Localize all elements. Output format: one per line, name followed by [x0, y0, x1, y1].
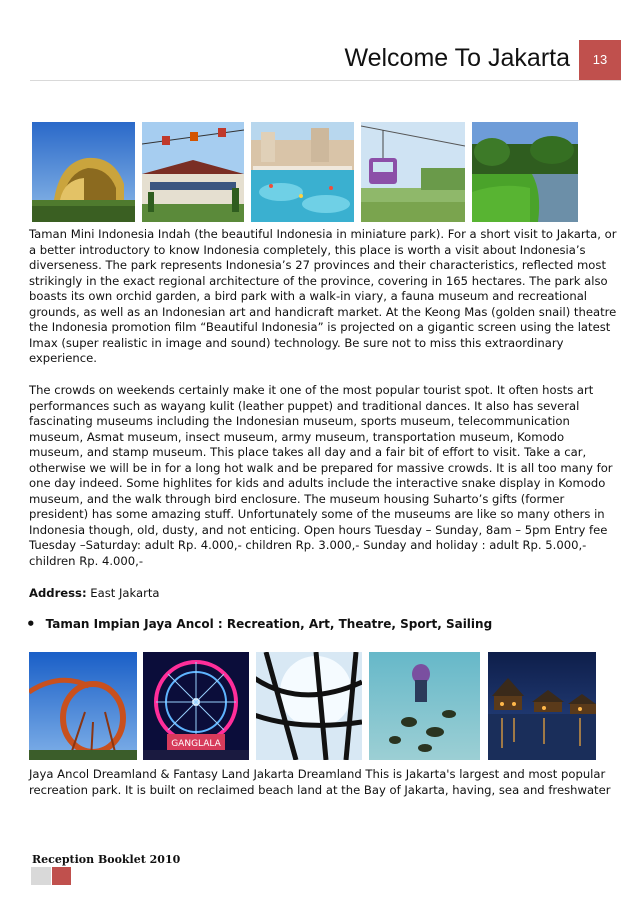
photo-roller-coaster: [29, 652, 137, 760]
footer-label: Reception Booklet 2010: [32, 853, 181, 866]
page-number-badge: 13: [579, 40, 621, 80]
photo-park-lake: [472, 122, 578, 222]
photo-diver-sea-turtles: [369, 652, 480, 760]
page-title: Welcome To Jakarta: [344, 44, 570, 72]
photo-ferris-wheel-gondola: [143, 652, 249, 760]
footer-gray-block: [31, 867, 51, 885]
gondola-sign-text: GANGLALA: [171, 739, 221, 749]
footer-red-block: [52, 867, 71, 885]
section-heading-text: Taman Impian Jaya Ancol : Recreation, Art, Theatre, Sport, Sailing: [45, 617, 493, 631]
section-heading: [26, 617, 492, 631]
photo-tunnel-structure: [256, 652, 362, 760]
details-paragraph: The crowds on weekends certainly make it one of the most popular tourist spot. It often hosts art performances such as wayang kulit (leather puppet) and traditional dances. It also has several fascinating museums including the Indonesian museum, sports museum, telecommunication museum, Asmat museum, insect museum, army museum, transportation museum, Komodo museum, and stamp museum. This place takes all day and a fair bit of effort to visit. Take a car, otherwise we will be in for a long hot walk and be prepared for massive crowds. It is all too many for one day indeed. Some highlites for kids and adults include the interactive snake display in Komodo museum, and the walk through bird enclosure. The museum housing Suharto’s gifts (former president) has some amazing stuff. Unfortunately some of the museums are like so many others in Indonesia though, old, dusty, and not enticing. Open hours Tuesday – Sunday, 8am – 5pm Entry fee Tuesday –Saturday: adult Rp. 4.000,- children Rp. 3.000,- Sunday and holiday : adult Rp. 5.000,- children Rp. 4.000,-: [29, 383, 613, 568]
ancol-paragraph: Jaya Ancol Dreamland & Fantasy Land Jakarta Dreamland This is Jakarta's largest and most popular recreation park. It is built on reclaimed beach land at the Bay of Jakarta, having, sea and freshwater: [29, 767, 611, 797]
photo-waterfront-night: [488, 652, 596, 760]
intro-paragraph: Taman Mini Indonesia Indah (the beautiful Indonesia in miniature park). For a short visit to Jakarta, or a better introductory to know Indonesia completely, this place is worth a visit about Indonesia’s diverseness. The park represents Indonesia’s 27 provinces and their characteristics, reflected most strikingly in the exact regional architecture of the province, covering in 165 hectares. The park also boasts its own orchid garden, a bird park with a walk-in viary, a fauna museum and recreational grounds, as well as an Indonesian art and handicraft market. At the Keong Mas (golden snail) theatre the Indonesia promotion film “Beautiful Indonesia” is projected on a gigantic screen using the latest Imax (super realistic in image and sound) technology. Be sure not to miss this extraordinary experience.: [29, 227, 617, 365]
photo-water-park: [251, 122, 354, 222]
photo-cable-car-building: [142, 122, 244, 222]
header-divider: [30, 80, 621, 81]
bullet-icon: •: [26, 615, 36, 633]
photo-cable-car-gondola: [361, 122, 465, 222]
address-line: [29, 586, 160, 600]
address-label: Address:: [29, 586, 87, 600]
photo-keong-mas-theatre: [32, 122, 135, 222]
address-value: East Jakarta: [90, 586, 160, 600]
